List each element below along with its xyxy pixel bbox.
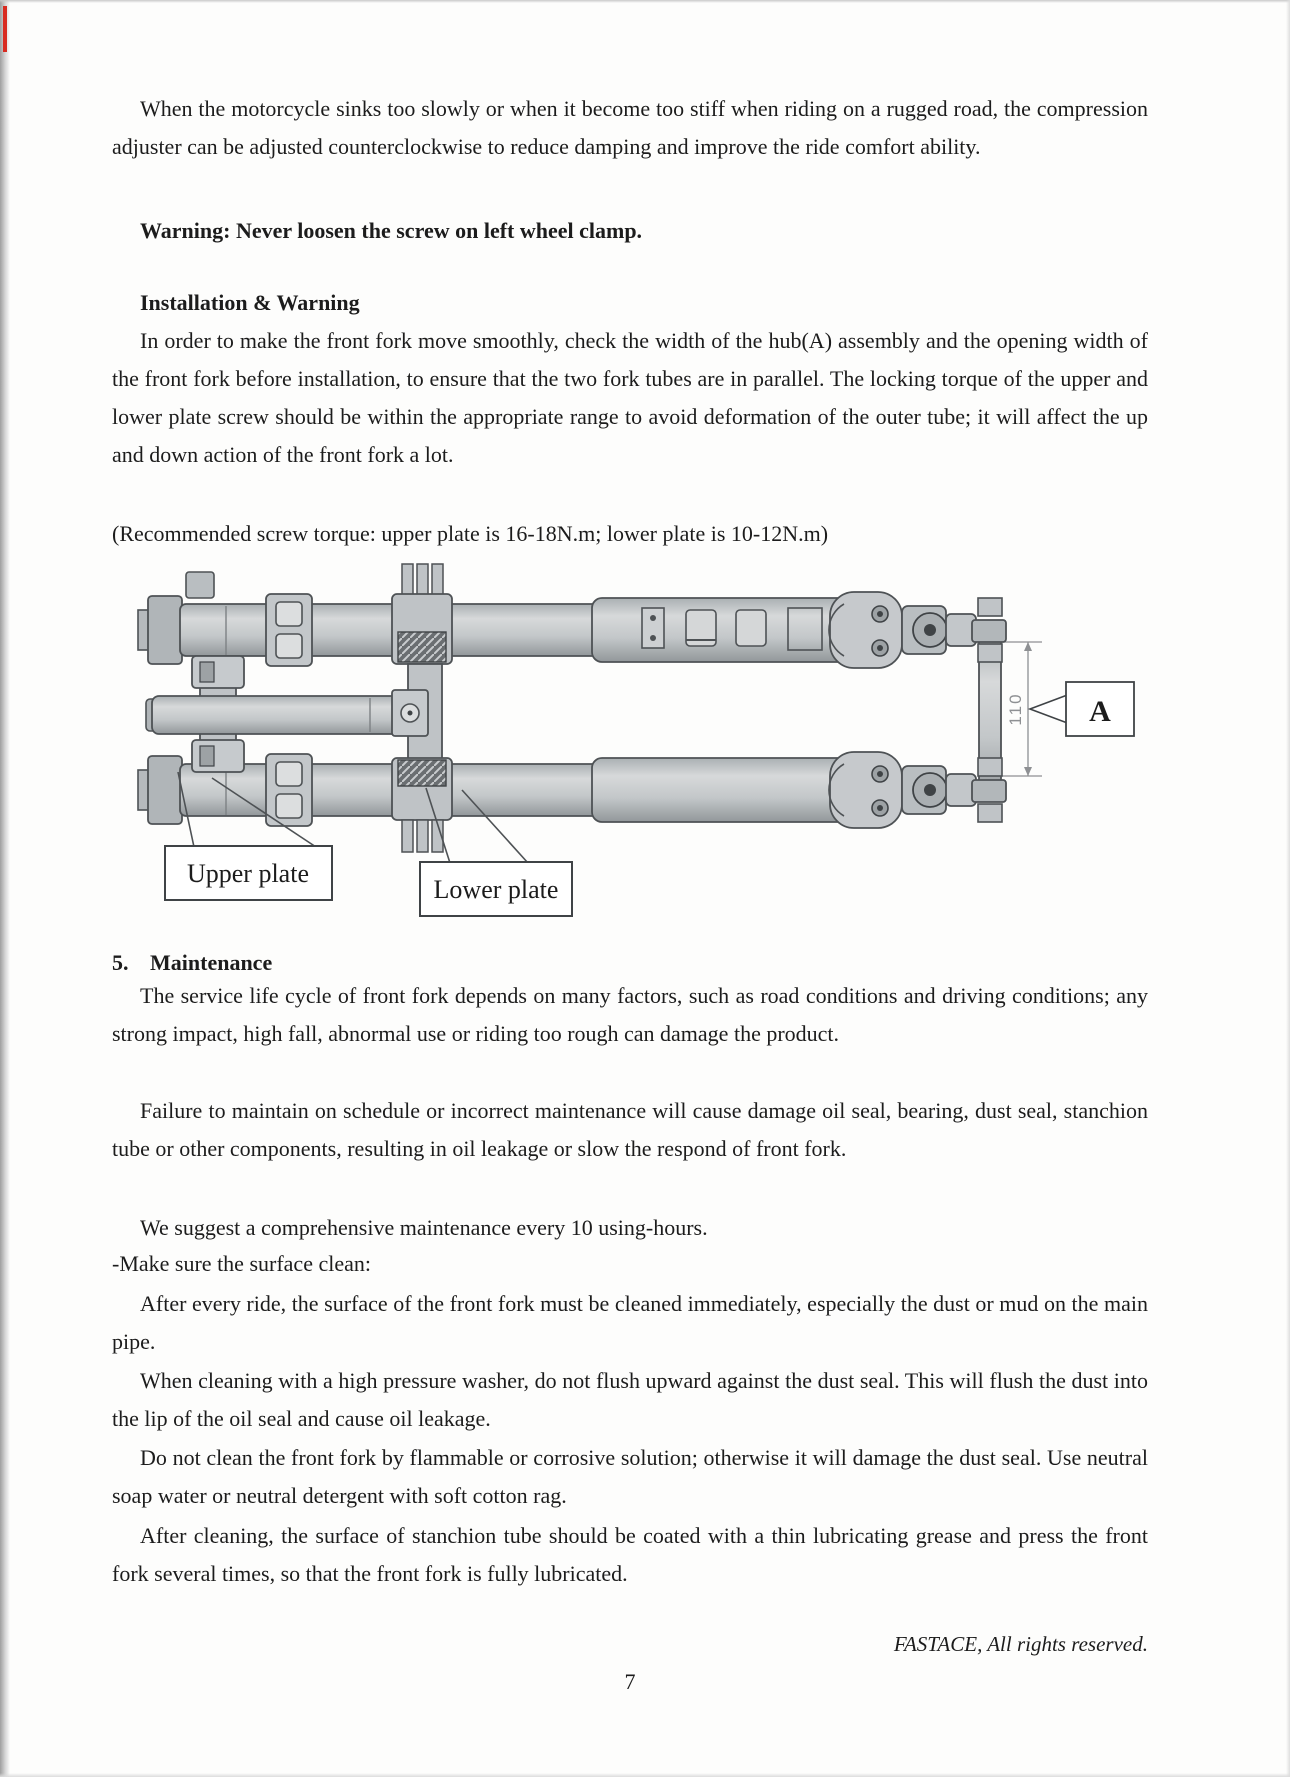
callout-a — [1030, 682, 1134, 736]
section-heading-maintenance — [112, 948, 1148, 978]
paragraph-compression-adjuster: When the motorcycle sinks too slowly or when it become too stiff when riding on a rugged road, the compression adjuster can be adjusted counterclockwise to reduce damping and improve the ride comfort ability. — [112, 96, 1148, 159]
label-upper-plate — [165, 846, 332, 900]
page-edge-shadow-right — [1286, 0, 1290, 1777]
section-number: 5. — [112, 950, 129, 975]
paragraph-suggest: We suggest a comprehensive maintenance every 10 using-hours. — [140, 1215, 708, 1240]
label-lower-plate — [420, 862, 572, 916]
lower-plate — [392, 564, 452, 852]
section-title: Maintenance — [150, 950, 273, 975]
paragraph-surface-clean: -Make sure the surface clean: — [112, 1251, 371, 1276]
paragraph-failure: Failure to maintain on schedule or incorrect maintenance will cause damage oil seal, bearing, dust seal, stanchion tube or other components, resulting in oil leakage or slow the respond of front fork. — [112, 1098, 1148, 1161]
section-heading-installation: Installation & Warning — [140, 290, 360, 315]
paragraph-after-cleaning: After cleaning, the surface of stanchion tube should be coated with a thin lubricating grease and press the front fork several times, so that the front fork is fully lubricated. — [112, 1523, 1148, 1586]
dimension-value: 110 — [1006, 692, 1025, 726]
warning-line: Warning: Never loosen the screw on left wheel clamp. — [140, 218, 643, 243]
footer-brand: FASTACE, All rights reserved. — [893, 1632, 1148, 1656]
fork-leg-top — [138, 592, 1006, 668]
paragraph-after-ride: After every ride, the surface of the front fork must be cleaned immediately, especially the dust or mud on the main pipe. — [112, 1291, 1148, 1354]
page-edge-shadow-bottom — [0, 1773, 1290, 1777]
paragraph-no-flammable: Do not clean the front fork by flammable or corrosive solution; otherwise it will damage the dust seal. Use neutral soap water or neutral detergent with soft cotton rag. — [112, 1445, 1148, 1508]
paragraph-service-life: The service life cycle of front fork depends on many factors, such as road conditions and driving conditions; any strong impact, high fall, abnormal use or riding too rough can damage the product. — [112, 983, 1148, 1046]
paragraph-pressure-washer: When cleaning with a high pressure washer, do not flush upward against the dust seal. This will flush the dust into the lip of the oil seal and cause oil leakage. — [112, 1368, 1148, 1431]
callout-a-label: A — [1089, 695, 1111, 728]
callout-arrow — [1030, 694, 1070, 724]
fork-leg-bottom — [138, 752, 1006, 828]
page-edge-shadow-left — [0, 0, 10, 1777]
steering-stem — [146, 696, 404, 734]
front-fork-figure — [130, 558, 1150, 938]
label-upper-plate-text: Upper plate — [186, 859, 310, 888]
label-lower-plate-text: Lower plate — [433, 875, 559, 904]
paragraph-installation: In order to make the front fork move smoothly, check the width of the hub(A) assembly and the opening width of the front fork before installation, to ensure that the two fork tubes are in parallel. The locking torque of the upper and lower plate screw should be within the appropriate range to avoid deformation of the outer tube; it will affect the up and down action of the front fork a lot. — [112, 328, 1148, 467]
scan-red-mark — [3, 6, 7, 52]
torque-note: (Recommended screw torque: upper plate is 16-18N.m; lower plate is 10-12N.m) — [112, 521, 829, 546]
page-number: 7 — [624, 1669, 636, 1694]
page-edge-shadow-top — [0, 0, 1290, 3]
